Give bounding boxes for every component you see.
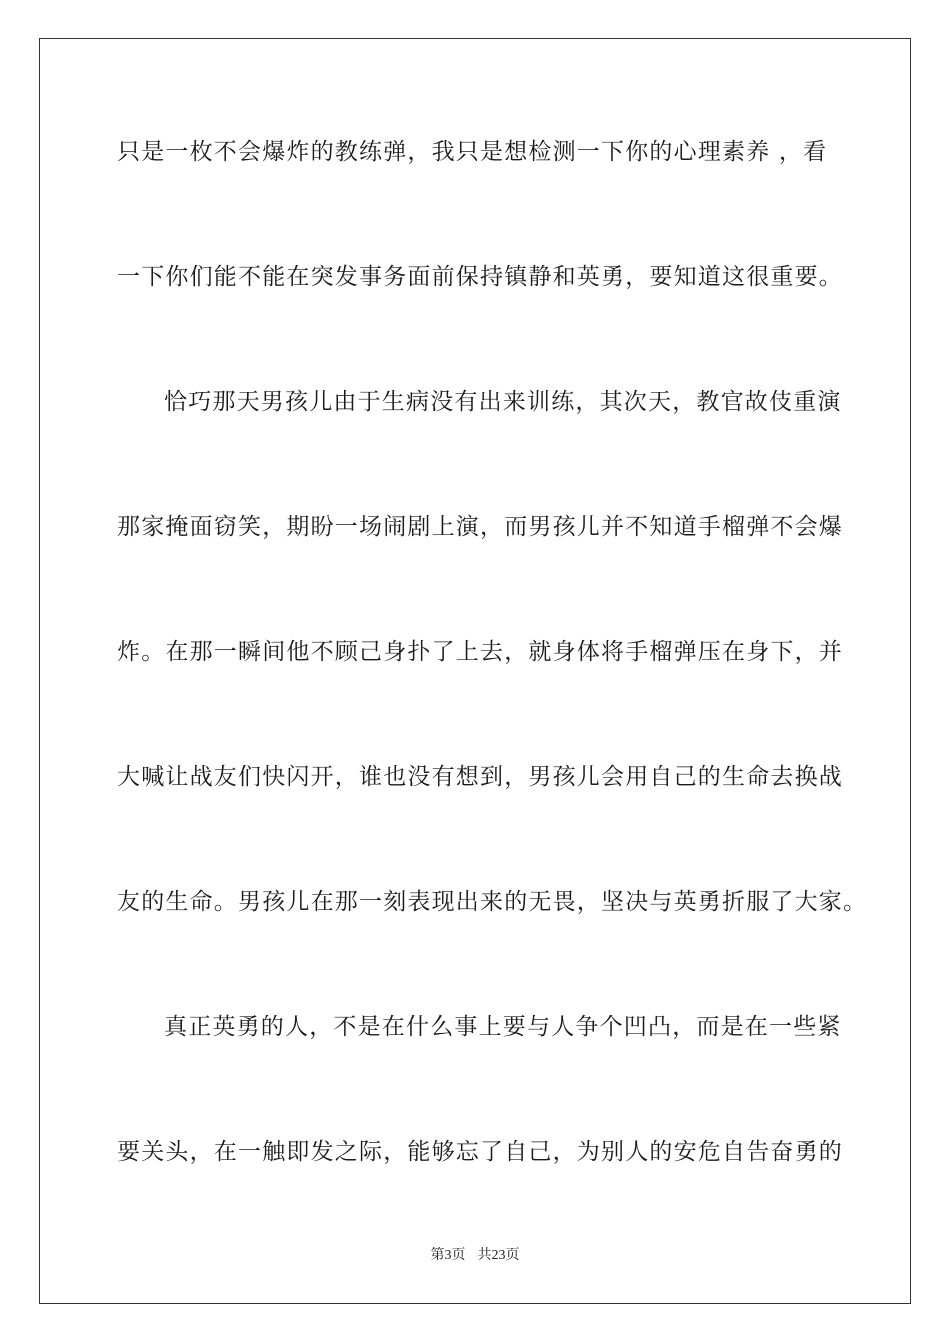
page-number: 第3页: [430, 1248, 466, 1263]
text-line-3-paragraph-start: 恰巧那天男孩儿由于生病没有出来训练，其次天，教官故伎重演: [164, 389, 842, 415]
text-line-7: 友的生命。男孩儿在那一刻表现出来的无畏，坚决与英勇折服了大家。: [117, 889, 868, 915]
page-border: [39, 38, 911, 1304]
page-footer: [0, 1246, 950, 1266]
text-line-1: 只是一枚不会爆炸的教练弹，我只是想检测一下你的心理素养 ，看: [117, 139, 828, 165]
page-total: 共23页: [477, 1248, 520, 1263]
text-line-9: 要关头，在一触即发之际，能够忘了自己，为别人的安危自告奋勇的: [117, 1139, 843, 1165]
text-line-4: 那家掩面窃笑，期盼一场闹剧上演，而男孩儿并不知道手榴弹不会爆: [117, 514, 843, 540]
text-line-8-paragraph-start: 真正英勇的人，不是在什么事上要与人争个凹凸，而是在一些紧: [164, 1014, 842, 1040]
text-line-5: 炸。在那一瞬间他不顾己身扑了上去，就身体将手榴弹压在身下，并: [117, 639, 843, 665]
text-line-2: 一下你们能不能在突发事务面前保持镇静和英勇，要知道这很重要。: [117, 264, 843, 290]
text-line-6: 大喊让战友们快闪开，谁也没有想到，男孩儿会用自己的生命去换战: [117, 764, 843, 790]
